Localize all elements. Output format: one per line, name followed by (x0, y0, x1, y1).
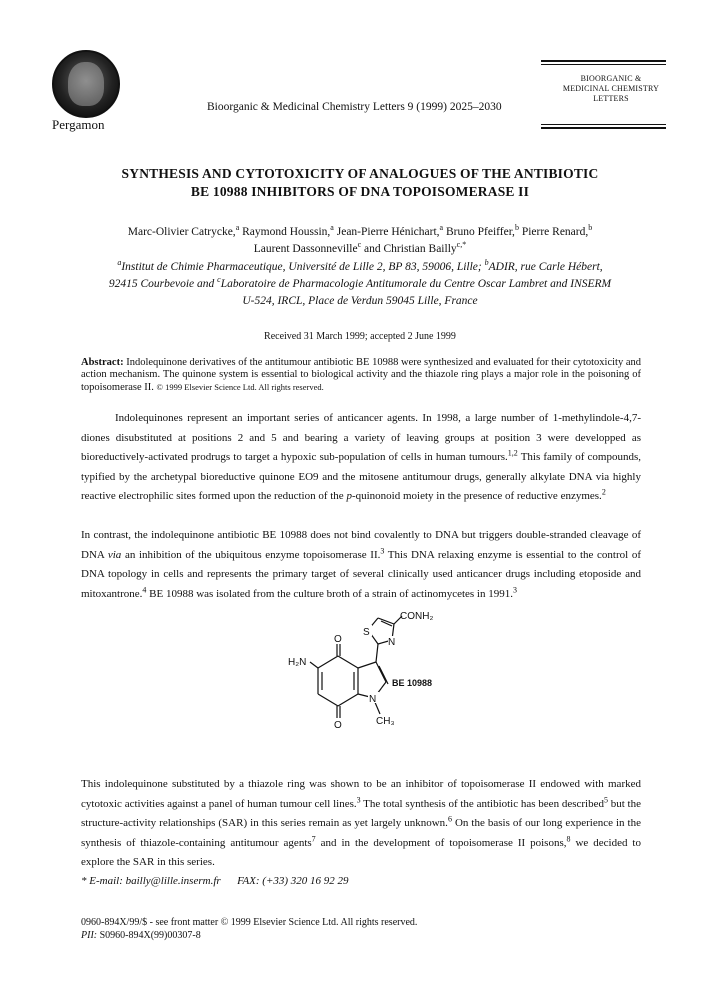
journal-citation: Bioorganic & Medicinal Chemistry Letters 9 (1999) 2025–2030 (207, 101, 502, 113)
author-affiliation-mark: a (439, 223, 444, 233)
author-affiliation-mark: c,* (456, 240, 467, 250)
brand-line: LETTERS (593, 94, 629, 103)
copyright-block (81, 916, 417, 942)
carbonyl-oxygen: O (334, 720, 342, 731)
conh2-group: CONH₂ (400, 611, 434, 622)
received-dates: Received 31 March 1999; accepted 2 June 1999 (264, 331, 456, 342)
body-text: we decided to explore the SAR in this series. (81, 836, 641, 869)
author: Jean-Pierre Hénichart, (336, 226, 440, 238)
body-text: The total synthesis of the antibiotic has been described (360, 797, 604, 810)
author-affiliation-mark: b (588, 223, 593, 233)
body-text: This indolequinone substituted by a thiazole ring was shown to be an inhibitor of topoisomerase II endowed with marked cytotoxic activities against a panel of human tumour cell lines. (81, 778, 641, 810)
amino-group: H₂N (288, 657, 307, 668)
indole-nitrogen: N (369, 694, 377, 705)
brand-rule-top-thin (541, 64, 666, 65)
abstract-copyright: © 1999 Elsevier Science Ltd. All rights reserved. (156, 382, 324, 392)
abstract-label: Abstract: (81, 357, 124, 368)
body-text: This family of compounds, typified by the archetypal bioreductive quinone EO9 and the mitosene antitumour drugs, generally alkylate DNA via highly reactive electrophilic sites formed upon the reduction of the (81, 451, 641, 503)
title-line: SYNTHESIS AND CYTOTOXICITY OF ANALOGUES OF THE ANTIBIOTIC (121, 166, 599, 181)
thiazole-sulfur: S (363, 627, 370, 638)
abstract (81, 357, 641, 394)
citation: 1,2 (507, 448, 518, 458)
journal-brand (556, 74, 666, 104)
affiliation-c-cont: U-524, IRCL, Place de Verdun 59045 Lille, France (242, 295, 478, 307)
citation: 7 (311, 834, 316, 844)
methyl-group: CH₃ (376, 716, 395, 727)
affiliation-mark: a (117, 258, 122, 268)
brand-line: BIOORGANIC & (580, 74, 642, 83)
body-paragraph (81, 526, 641, 604)
carbonyl-oxygen: O (334, 634, 342, 645)
author-affiliation-mark: b (514, 223, 519, 233)
body-text: an inhibition of the ubiquitous enzyme topoisomerase II. (121, 548, 381, 561)
author: Pierre Renard, (521, 226, 589, 238)
article-title (60, 165, 660, 201)
author-affiliation-mark: c (357, 240, 362, 250)
body-text: This DNA relaxing enzyme is essential to the control of DNA topology in cells and represents the primary target of several clinically used anticancer drugs including etoposide and mitoxantrone. (81, 548, 641, 600)
compound-label: BE 10988 (392, 678, 433, 688)
title-line: BE 10988 INHIBITORS OF DNA TOPOISOMERASE II (190, 184, 530, 199)
citation: 5 (603, 794, 608, 804)
publisher-logo (52, 50, 120, 118)
citation: 4 (142, 585, 147, 595)
author-affiliation-mark: a (330, 223, 334, 233)
affiliation-a: Institut de Chimie Pharmaceutique, Université de Lille 2, BP 83, 59006, Lille; (121, 261, 482, 273)
citation: 3 (512, 585, 517, 595)
copyright-line: 0960-894X/99/$ - see front matter © 1999 Elsevier Science Ltd. All rights reserved. (81, 917, 418, 928)
author: Bruno Pfeiffer, (445, 226, 515, 238)
author: and Christian Bailly (364, 243, 457, 255)
body-text-italic: via (107, 548, 122, 561)
citation: 8 (566, 834, 571, 844)
body-paragraph (81, 409, 641, 507)
affiliation-c: Laboratoire de Pharmacologie Antitumorale du Centre Oscar Lambret and INSERM (220, 278, 612, 290)
affiliation-mark: b (484, 258, 489, 268)
be10988-structure (280, 610, 450, 780)
pii-value: S0960-894X(99)00307-8 (97, 930, 201, 941)
affiliations (60, 259, 660, 310)
body-text-italic: p (346, 490, 352, 503)
citation: 2 (601, 487, 606, 497)
body-text: In contrast, the indolequinone antibiotic BE 10988 does not bind covalently to DNA but triggers double-stranded cleavage of DNA (81, 529, 641, 561)
brand-rule-bottom (541, 127, 666, 129)
citation: 6 (447, 814, 452, 824)
corresponding-author-footnote: * E-mail: bailly@lille.inserm.fr FAX: (+33) 320 16 92 29 (81, 875, 349, 887)
publisher-name: Pergamon (52, 117, 105, 132)
brand-rule-bottom-thin (541, 124, 666, 125)
body-paragraph (81, 775, 641, 873)
citation: 3 (380, 545, 385, 555)
body-text: -quinonoid moiety in the presence of reductive enzymes. (351, 490, 602, 503)
affiliation-mark: c (217, 275, 221, 285)
author: Laurent Dassonneville (253, 243, 358, 255)
affiliation-b: ADIR, rue Carle Hébert, (488, 261, 603, 273)
author-affiliation-mark: a (235, 223, 240, 233)
abstract-text: Indolequinone derivatives of the antitumour antibiotic BE 10988 were synthesized and evaluated for their cytotoxicity and action mechanism. The quinone system is essential to biological activity and the thiazole ring plays a major role in the poisoning of topoisomerase II. (81, 357, 641, 393)
brand-line: MEDICINAL CHEMISTRY (562, 84, 660, 93)
author: Raymond Houssin, (242, 226, 331, 238)
pii-label: PII: (81, 930, 98, 941)
body-text: but the structure-activity relationships (SAR) in this series remain as yet largely unknown. (81, 797, 641, 830)
body-text: and in the development of topoisomerase II poisons, (315, 836, 567, 849)
author-list (60, 224, 660, 258)
affiliation-b-cont: 92415 Courbevoie and (108, 278, 215, 290)
body-text: On the basis of our long experience in the synthesis of thiazole-containing antitumour agents (81, 817, 641, 849)
brand-rule-top (541, 60, 666, 62)
body-text: BE 10988 was isolated from the culture broth of a strain of actinomycetes in 1991. (146, 587, 513, 600)
thiazole-nitrogen: N (388, 637, 396, 648)
body-text: Indolequinones represent an important series of anticancer agents. In 1998, a large number of 1-methylindole-4,7-diones disubstituted at positions 2 and 5 and bearing a variety of leaving groups at position 3 were developped as bioreductively-activated prodrugs to target a hypoxic sub-population of cells in human tumours. (81, 412, 641, 464)
author: Marc-Olivier Catrycke, (127, 226, 236, 238)
citation: 3 (356, 794, 361, 804)
